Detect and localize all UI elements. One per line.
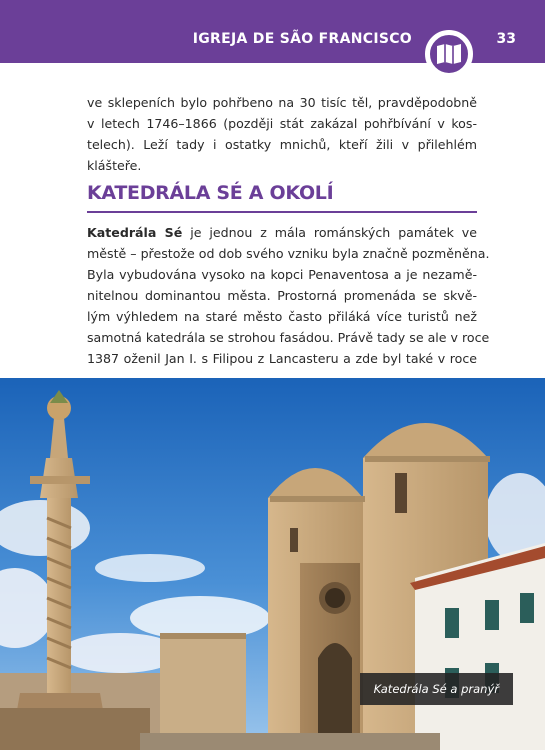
photo-caption: Katedrála Sé a pranýř: [360, 673, 513, 705]
paragraph-text: je jednou z mála románských památek ve: [182, 225, 477, 240]
paragraph-line: Byla vybudována vysoko na kopci Penaventosa a je nezamě-: [87, 267, 477, 282]
paragraph-line: v letech 1746–1866 (později stát zakázal pohřbívání v kos-: [87, 116, 477, 131]
paragraph-line: 1387 oženil Jan I. s Filipou z Lancasteru a zde byl také v roce: [87, 351, 477, 366]
lead-bold-text: Katedrála Sé: [87, 225, 183, 240]
book-map-icon: [425, 30, 473, 78]
paragraph-line: nitelnou dominantou města. Prostorná promenáda se skvě-: [87, 288, 477, 303]
heading-underline: [87, 211, 477, 213]
paragraph-line: [87, 222, 477, 243]
section-heading: KATEDRÁLA SÉ A OKOLÍ: [87, 182, 334, 204]
page-number: 33: [496, 31, 516, 47]
section-paragraph: [87, 222, 490, 369]
paragraph-line: ve sklepeních bylo pohřbeno na 30 tisíc těl, pravděpodobně: [87, 95, 477, 110]
paragraph-line: samotná katedrála se strohou fasádou. Právě tady se ale v roce: [87, 330, 490, 345]
paragraph-line: městě – přestože od dob svého vzniku byla značně pozměněna.: [87, 246, 490, 261]
paragraph-line: telech). Leží tady i ostatky mnichů, kteří žili v přilehlém: [87, 137, 477, 152]
paragraph-line: klášteře.: [87, 158, 142, 173]
cathedral-photo: [0, 378, 545, 750]
intro-paragraph: [87, 92, 477, 176]
chapter-title: IGREJA DE SÃO FRANCISCO: [192, 31, 412, 47]
paragraph-line: lým výhledem na staré město často přiláká více turistů než: [87, 309, 477, 324]
